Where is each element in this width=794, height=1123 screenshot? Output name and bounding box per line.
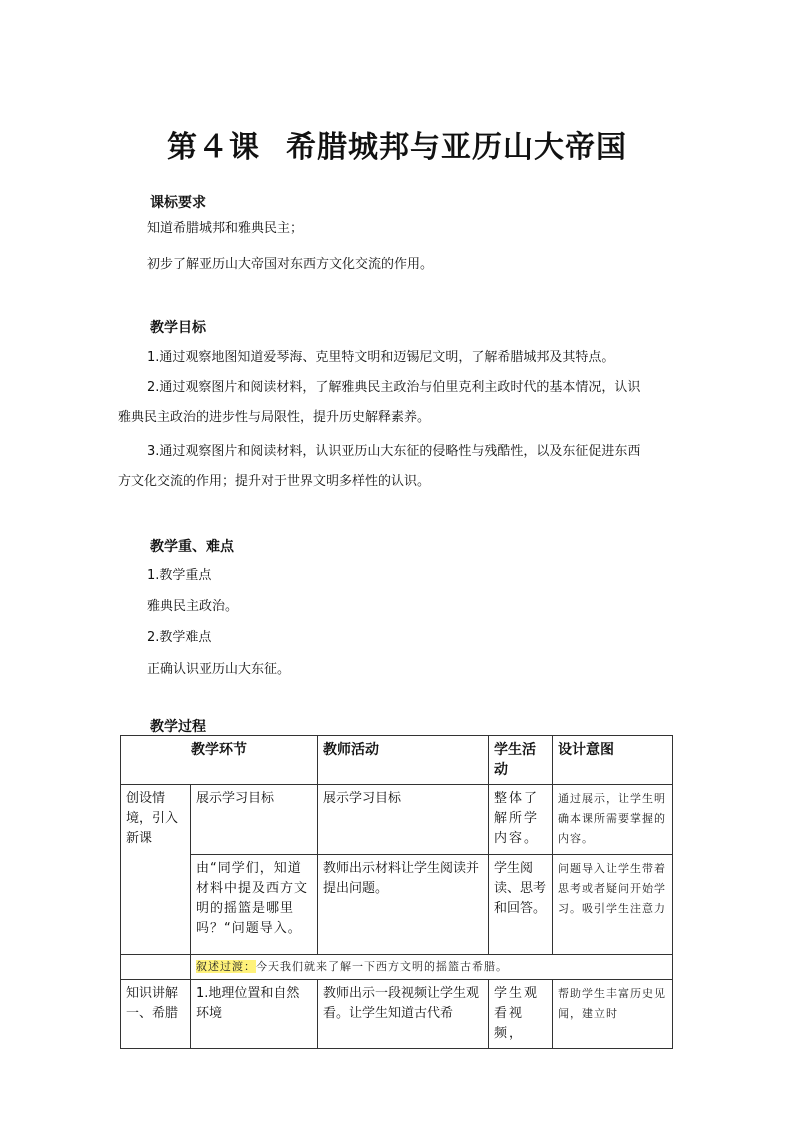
header-student: 学生活动 — [489, 736, 553, 785]
student-cell: 学生阅读、思考和回答。 — [489, 855, 553, 955]
stage-cell: 创设情境，引入新课 — [121, 785, 191, 955]
step-cell: 由“同学们，知道材料中提及西方文明的摇篮是哪里吗？“问题导入。 — [191, 855, 318, 955]
header-design: 设计意图 — [553, 736, 673, 785]
table-header-row — [121, 736, 673, 785]
design-cell: 帮助学生丰富历史见闻，建立时 — [553, 980, 673, 1049]
student-cell: 学生观看视频， — [489, 980, 553, 1049]
difficulty-text: 正确认识亚历山大东征。 — [147, 662, 291, 677]
transition-row — [121, 955, 673, 980]
teacher-cell: 教师出示一段视频让学生观看。让学生知道古代希 — [318, 980, 489, 1049]
table-row — [121, 980, 673, 1049]
objective-1: 1.通过观察地图知道爱琴海、克里特文明和迈锡尼文明，了解希腊城邦及其特点。 — [147, 350, 615, 365]
lesson-number: 第４课 — [167, 130, 260, 165]
transition-label: 叙述过渡： — [196, 960, 256, 973]
curriculum-line-1: 知道希腊城邦和雅典民主； — [147, 221, 304, 236]
step-cell: 1.地理位置和自然环境 — [191, 980, 318, 1049]
keypoints-heading: 教学重、难点 — [150, 539, 234, 555]
difficulty-label: 2.教学难点 — [147, 630, 212, 645]
table-row — [121, 855, 673, 955]
objective-2-line-1: 2.通过观察图片和阅读材料，了解雅典民主政治与伯里克利主政时代的基本情况，认识 — [147, 380, 641, 395]
lesson-title — [0, 122, 794, 166]
objective-3-line-2: 方文化交流的作用；提升对于世界文明多样性的认识。 — [118, 474, 431, 489]
header-teacher: 教师活动 — [318, 736, 489, 785]
step-cell: 展示学习目标 — [191, 785, 318, 855]
teaching-process-table — [120, 735, 673, 1049]
lesson-name: 希腊城邦与亚历山大帝国 — [286, 130, 627, 165]
stage-cell: 知识讲解一、希腊 — [121, 980, 191, 1049]
design-cell: 通过展示，让学生明确本课所需要掌握的内容。 — [553, 785, 673, 855]
table-row — [121, 785, 673, 855]
process-heading: 教学过程 — [150, 719, 206, 735]
key-point-label: 1.教学重点 — [147, 568, 212, 583]
objective-2-line-2: 雅典民主政治的进步性与局限性，提升历史解释素养。 — [118, 410, 431, 425]
header-stage: 教学环节 — [121, 736, 318, 785]
teacher-cell: 教师出示材料让学生阅读并提出问题。 — [318, 855, 489, 955]
transition-text: 今天我们就来了解一下西方文明的摇篮古希腊。 — [256, 960, 508, 973]
objective-3-line-1: 3.通过观察图片和阅读材料，认识亚历山大东征的侵略性与残酷性，以及东征促进东西 — [147, 444, 641, 459]
key-point-text: 雅典民主政治。 — [147, 599, 239, 614]
curriculum-heading: 课标要求 — [150, 195, 206, 211]
transition-cell — [191, 955, 673, 980]
design-cell: 问题导入让学生带着思考或者疑问开始学习。吸引学生注意力 — [553, 855, 673, 955]
objectives-heading: 教学目标 — [150, 320, 206, 336]
curriculum-line-2: 初步了解亚历山大帝国对东西方文化交流的作用。 — [147, 257, 434, 272]
teacher-cell: 展示学习目标 — [318, 785, 489, 855]
student-cell: 整体了解所学内容。 — [489, 785, 553, 855]
